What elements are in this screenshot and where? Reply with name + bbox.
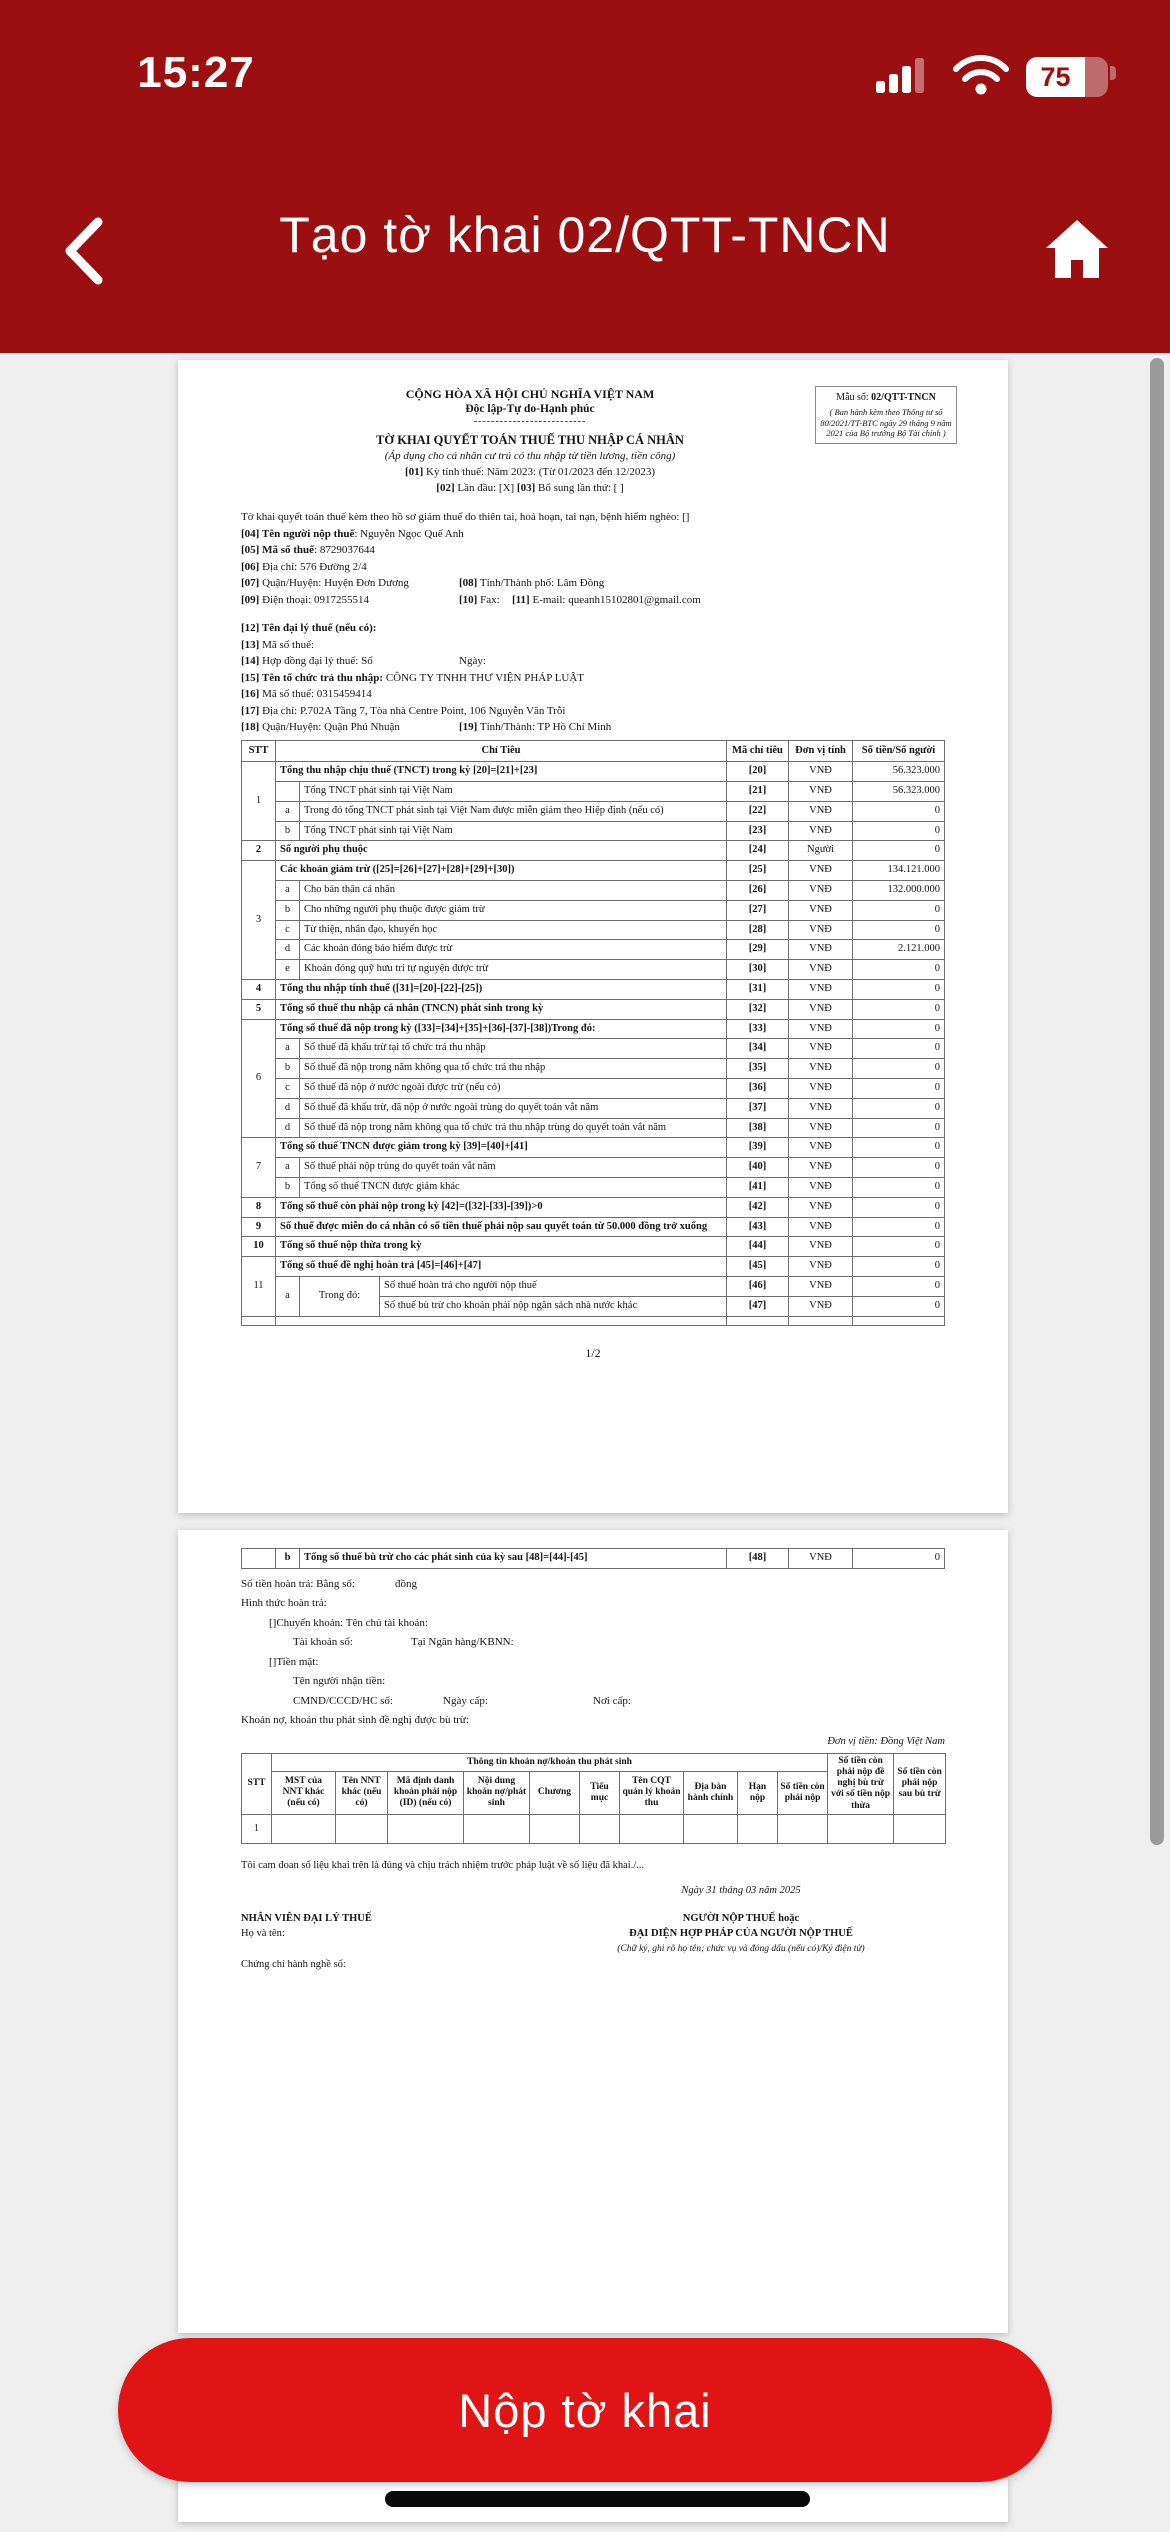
cell: VNĐ <box>789 960 853 980</box>
cell: 0 <box>853 1118 945 1138</box>
document-subtitle: (Áp dụng cho cá nhân cư trú có thu nhập từ tiền lương, tiền công) <box>384 450 676 462</box>
cell: [30] <box>727 960 789 980</box>
agent-cert-label: Chứng chỉ hành nghề số: <box>241 1958 346 1970</box>
scrollbar[interactable] <box>1150 358 1164 1845</box>
cell: 0 <box>853 1237 945 1257</box>
cell: 0 <box>853 999 945 1019</box>
header-cell: Địa bàn hành chính <box>684 1771 738 1814</box>
nav-bar <box>0 196 1170 306</box>
cell: d <box>276 1098 300 1118</box>
cell: [27] <box>727 900 789 920</box>
bank-transfer-line: []Chuyển khoản: Tên chủ tài khoản: <box>269 1616 428 1629</box>
divider-dashes: -------------------------- <box>473 416 587 427</box>
cell: Tổng số thuế đề nghị hoàn trả [45]=[46]+[47] <box>276 1257 727 1277</box>
header-group-cell: Thông tin khoản nợ/khoản thu phát sinh <box>272 1753 828 1771</box>
field-09-10-11: [09] Điện thoại: 0917255514 [10] Fax: [11] E-mail: queanh15102801@gmail.com <box>241 593 701 606</box>
field-02-03: [02] Lần đầu: [X] [03] Bổ sung lần thứ: [ ] <box>436 482 624 494</box>
table-row <box>242 1138 945 1158</box>
wifi-icon <box>952 54 1010 101</box>
header-cell: Mã định danh khoản phải nộp (ID) (nếu có) <box>388 1771 464 1814</box>
cell: Số thuế đã nộp trong năm không qua tổ chức trả thu nhập trùng do quyết toán vắt năm <box>300 1118 727 1138</box>
cell: VNĐ <box>789 762 853 782</box>
field-15: [15] Tên tổ chức trả thu nhập: CÔNG TY TNHH THƯ VIỆN PHÁP LUẬT <box>241 671 585 684</box>
debt-info-table <box>241 1753 946 1844</box>
cell: Tổng thu nhập tính thuế ([31]=[20]-[22]-[25]) <box>276 980 727 1000</box>
cell: Tổng số thuế thu nhập cá nhân (TNCN) phát sinh trong kỳ <box>276 999 727 1019</box>
cell: VNĐ <box>789 980 853 1000</box>
cell: VNĐ <box>789 1059 853 1079</box>
page-title: Tạo tờ khai 02/QTT-TNCN <box>279 207 891 263</box>
cell: [22] <box>727 801 789 821</box>
cell <box>336 1814 388 1843</box>
cell: 6 <box>242 1019 276 1138</box>
form-number-code: 02/QTT-TNCN <box>871 392 936 403</box>
battery-icon <box>1026 57 1108 97</box>
cell: [29] <box>727 940 789 960</box>
table-row <box>242 1814 946 1843</box>
cell: 0 <box>853 1098 945 1118</box>
cellular-signal-icon <box>876 55 936 100</box>
cell: a <box>276 801 300 821</box>
cell: [28] <box>727 920 789 940</box>
cell: [36] <box>727 1079 789 1099</box>
cell: Số thuế đã nộp trong năm không qua tổ chức trả thu nhập <box>300 1059 727 1079</box>
cell: VNĐ <box>789 1079 853 1099</box>
field-16: [16] Mã số thuế: 0315459414 <box>241 688 372 700</box>
cell: Các khoản đóng bảo hiểm được trừ <box>300 940 727 960</box>
header-cell: Đơn vị tính <box>789 740 853 762</box>
cell: 56.323.000 <box>853 762 945 782</box>
cell: VNĐ <box>789 1039 853 1059</box>
cell: [32] <box>727 999 789 1019</box>
cell: 0 <box>853 1257 945 1277</box>
national-motto-1: CỘNG HÒA XÃ HỘI CHỦ NGHĨA VIỆT NAM <box>405 387 655 401</box>
header-cell: Tên NNT khác (nếu có) <box>336 1771 388 1814</box>
agent-title: NHÂN VIÊN ĐẠI LÝ THUẾ <box>241 1912 372 1924</box>
cell: b <box>276 1549 300 1569</box>
cell: 4 <box>242 980 276 1000</box>
cell <box>684 1814 738 1843</box>
field-06: [06] Địa chỉ: 576 Đường 2/4 <box>241 560 367 573</box>
cell: VNĐ <box>789 782 853 802</box>
header-cell: Mã chỉ tiêu <box>727 740 789 762</box>
table-row <box>242 1059 945 1079</box>
cell <box>388 1814 464 1843</box>
cell: VNĐ <box>789 1549 853 1569</box>
cell: [48] <box>727 1549 789 1569</box>
cell: 9 <box>242 1217 276 1237</box>
table-row <box>242 1237 945 1257</box>
submit-button-label: Nộp tờ khai <box>458 2383 712 2437</box>
cell: Từ thiện, nhân đạo, khuyến học <box>300 920 727 940</box>
page-number: 1/2 <box>585 1345 601 1360</box>
cell: [39] <box>727 1138 789 1158</box>
field-05: [05] Mã số thuế: 8729037644 <box>241 544 375 556</box>
table-header-row <box>242 1753 946 1771</box>
header-cell: Chương <box>530 1771 580 1814</box>
declaration-table <box>241 740 945 1326</box>
table-row <box>242 960 945 980</box>
form-number-label: Mẫu số: <box>836 392 872 403</box>
national-header <box>241 386 819 496</box>
cell: 8 <box>242 1197 276 1217</box>
cell: VNĐ <box>789 1197 853 1217</box>
cell: VNĐ <box>789 1019 853 1039</box>
cell: c <box>276 1079 300 1099</box>
cell: [26] <box>727 881 789 901</box>
cell: b <box>276 821 300 841</box>
cell: d <box>276 940 300 960</box>
table-row <box>242 980 945 1000</box>
cell: Số thuế được miễn do cá nhân có số tiền thuế phải nộp sau quyết toán từ 50.000 đồng trở xuống <box>276 1217 727 1237</box>
signature-date: Ngày 31 tháng 03 năm 2025 <box>681 1884 801 1896</box>
cell: Tổng số thuế TNCN được giảm khác <box>300 1178 727 1198</box>
status-time: 15:27 <box>137 48 255 97</box>
cell: [47] <box>727 1296 789 1316</box>
table-header-row <box>242 740 945 762</box>
cell: 0 <box>853 1079 945 1099</box>
home-indicator[interactable] <box>385 2491 810 2507</box>
cell: c <box>276 920 300 940</box>
field-12: [12] Tên đại lý thuế (nếu có): <box>241 622 377 634</box>
table-row <box>242 1257 945 1277</box>
agent-name-label: Họ và tên: <box>241 1927 285 1939</box>
table-row <box>242 1277 945 1297</box>
cell: [34] <box>727 1039 789 1059</box>
cell <box>738 1814 778 1843</box>
cell: Tổng TNCT phát sinh tại Việt Nam <box>300 782 727 802</box>
table-row <box>242 861 945 881</box>
cell: a <box>276 1158 300 1178</box>
cell: Tổng số thuế còn phải nộp trong kỳ [42]=([32]-[33]-[39])>0 <box>276 1197 727 1217</box>
cell: Số người phụ thuộc <box>276 841 727 861</box>
cell: [43] <box>727 1217 789 1237</box>
status-icons <box>876 52 1108 102</box>
declaration-table-continued <box>241 1548 945 1569</box>
cell: 10 <box>242 1237 276 1257</box>
cell: 2.121.000 <box>853 940 945 960</box>
cell: a <box>276 1277 300 1317</box>
table-row <box>242 881 945 901</box>
cell <box>272 1814 336 1843</box>
battery-nub-icon <box>1110 66 1116 80</box>
cell: VNĐ <box>789 940 853 960</box>
header-cell: Nội dung khoản nợ/phát sinh <box>464 1771 530 1814</box>
cell: 0 <box>853 1277 945 1297</box>
header-cell: Chỉ Tiêu <box>276 740 727 762</box>
cell: a <box>276 1039 300 1059</box>
cell <box>464 1814 530 1843</box>
cell <box>853 1316 945 1325</box>
header-cell: MST của NNT khác (nếu có) <box>272 1771 336 1814</box>
cell: 0 <box>853 900 945 920</box>
header-cell: Số tiền còn phải nộp <box>778 1771 828 1814</box>
cell: Số thuế đã nộp ở nước ngoài được trừ (nếu có) <box>300 1079 727 1099</box>
cell: Các khoản giảm trừ ([25]=[26]+[27]+[28]+[29]+[30]) <box>276 861 727 881</box>
cell: VNĐ <box>789 1098 853 1118</box>
cell: [44] <box>727 1237 789 1257</box>
cell: [37] <box>727 1098 789 1118</box>
signature-area <box>241 1885 945 2005</box>
field-13: [13] Mã số thuế: <box>241 638 315 651</box>
field-14: [14] Hợp đồng đại lý thuế: Số Ngày: <box>241 655 486 667</box>
cell: Tổng số thuế TNCN được giảm trong kỳ [39]=[40]+[41] <box>276 1138 727 1158</box>
cell: 0 <box>853 1296 945 1316</box>
cell: [41] <box>727 1178 789 1198</box>
cell <box>276 1316 727 1325</box>
cell: [20] <box>727 762 789 782</box>
cell <box>778 1814 828 1843</box>
cell: VNĐ <box>789 1237 853 1257</box>
cell: VNĐ <box>789 1217 853 1237</box>
field-17: [17] Địa chỉ: P.702A Tầng 7, Tòa nhà Centre Point, 106 Nguyễn Văn Trỗi <box>241 704 566 717</box>
cell: 7 <box>242 1138 276 1197</box>
cell: 2 <box>242 841 276 861</box>
cell: VNĐ <box>789 801 853 821</box>
id-line: CMND/CCCD/HC số: Ngày cấp: Nơi cấp: <box>293 1694 631 1707</box>
cell: b <box>276 1178 300 1198</box>
form-number-box <box>815 386 957 444</box>
table-row <box>242 762 945 782</box>
home-button[interactable] <box>1042 212 1112 286</box>
table-row <box>242 1118 945 1138</box>
cell: Tổng TNCT phát sinh tại Việt Nam <box>300 821 727 841</box>
cell <box>620 1814 684 1843</box>
cell: Cho bản thân cá nhân <box>300 881 727 901</box>
table-row <box>242 1039 945 1059</box>
field-01: [01] Kỳ tính thuế: Năm 2023: (Từ 01/2023 đến 12/2023) <box>404 466 656 478</box>
cell: Số thuế phải nộp trùng do quyết toán vắt năm <box>300 1158 727 1178</box>
header-cell: Tên CQT quản lý khoản thu <box>620 1771 684 1814</box>
field-18-19: [18] Quận/Huyện: Quận Phú Nhuận [19] Tỉnh/Thành: TP Hồ Chí Minh <box>241 721 612 733</box>
cell: b <box>276 1059 300 1079</box>
cell: Trong đó: <box>300 1277 380 1317</box>
table-row <box>242 801 945 821</box>
table-row <box>242 1178 945 1198</box>
cell: [24] <box>727 841 789 861</box>
back-button[interactable] <box>52 214 122 288</box>
cash-line: []Tiền mặt: <box>269 1655 319 1668</box>
cell: 1 <box>242 1814 272 1843</box>
header-cell: Số tiền còn phải nộp đề nghị bù trừ với số tiền nộp thừa <box>828 1753 894 1814</box>
header-cell: Số tiền/Số người <box>853 740 945 762</box>
table-row <box>242 1079 945 1099</box>
cell: [33] <box>727 1019 789 1039</box>
cell <box>242 1549 276 1569</box>
header-cell: STT <box>242 740 276 762</box>
cell: Tổng số thuế đã nộp trong kỳ ([33]=[34]+[35]+[36]-[37]-[38])Trong đó: <box>276 1019 727 1039</box>
table-row <box>242 920 945 940</box>
cell: Số thuế đã khấu trừ, đã nộp ở nước ngoài trùng do quyết toán vắt năm <box>300 1098 727 1118</box>
taxpayer-sign-note: (Chữ ký, ghi rõ họ tên; chức vụ và đóng dấu (nếu có)/Ký điện tử) <box>617 1943 865 1954</box>
table-row <box>242 1549 945 1569</box>
cell: 1 <box>242 762 276 841</box>
cell: VNĐ <box>789 1296 853 1316</box>
document-page-1 <box>178 360 1008 1513</box>
chevron-left-icon <box>52 275 122 292</box>
cell: [38] <box>727 1118 789 1138</box>
signature-right <box>531 1911 951 1956</box>
table-row-cut <box>242 1316 945 1325</box>
submit-declaration-button[interactable] <box>118 2338 1052 2482</box>
cell: 0 <box>853 1197 945 1217</box>
cell: Tổng số thuế nộp thừa trong kỳ <box>276 1237 727 1257</box>
cell <box>276 782 300 802</box>
cell <box>242 1316 276 1325</box>
document-title: TỜ KHAI QUYẾT TOÁN THUẾ THU NHẬP CÁ NHÂN <box>376 433 684 447</box>
cell: e <box>276 960 300 980</box>
currency-note: Đơn vị tiền: Đồng Việt Nam <box>827 1735 945 1747</box>
document-page-2 <box>178 1530 1008 2333</box>
refund-form-line: Hình thức hoàn trả: <box>241 1597 327 1610</box>
cell: Số thuế bù trừ cho khoản phải nộp ngân sách nhà nước khác <box>380 1296 727 1316</box>
cell: VNĐ <box>789 881 853 901</box>
cell: 0 <box>853 980 945 1000</box>
offset-line: Khoản nợ, khoản thu phát sinh đề nghị được bù trừ: <box>241 1714 469 1727</box>
table-row <box>242 821 945 841</box>
cell: 56.323.000 <box>853 782 945 802</box>
cell: [42] <box>727 1197 789 1217</box>
cell: [46] <box>727 1277 789 1297</box>
refund-amount-line: Số tiền hoàn trả: Bằng số: đồng <box>241 1577 417 1590</box>
header-cell: Số tiền còn phải nộp sau bù trừ <box>894 1753 946 1814</box>
cell: 0 <box>853 821 945 841</box>
cell: VNĐ <box>789 900 853 920</box>
cell: [31] <box>727 980 789 1000</box>
cell: VNĐ <box>789 920 853 940</box>
cell: 0 <box>853 801 945 821</box>
cell: VNĐ <box>789 1118 853 1138</box>
home-icon <box>1042 273 1112 290</box>
cell <box>894 1814 946 1843</box>
header-cell: STT <box>242 1753 272 1814</box>
taxpayer-title-1: NGƯỜI NỘP THUẾ hoặc <box>682 1912 800 1924</box>
cell: 0 <box>853 841 945 861</box>
cell: 0 <box>853 1059 945 1079</box>
cell: 134.121.000 <box>853 861 945 881</box>
cell: Số thuế hoàn trả cho người nộp thuế <box>380 1277 727 1297</box>
cell: 0 <box>853 1158 945 1178</box>
cell <box>530 1814 580 1843</box>
app-header <box>0 0 1170 353</box>
intro-line: Tờ khai quyết toán thuế kèm theo hồ sơ giảm thuế do thiên tai, hoả hoạn, tai nạn, bệnh hiểm nghèo: [] <box>241 511 690 523</box>
table-row <box>242 1158 945 1178</box>
cell: 11 <box>242 1257 276 1316</box>
taxpayer-title-2: ĐẠI DIỆN HỢP PHÁP CỦA NGƯỜI NỘP THUẾ <box>629 1927 853 1939</box>
cell: 3 <box>242 861 276 980</box>
cell: Người <box>789 841 853 861</box>
cell: VNĐ <box>789 1138 853 1158</box>
cell: VNĐ <box>789 1178 853 1198</box>
cell: Số thuế đã khấu trừ tại tổ chức trả thu nhập <box>300 1039 727 1059</box>
field-04: [04] Tên người nộp thuế: Nguyễn Ngọc Quế Anh <box>241 527 464 540</box>
cell: 0 <box>853 920 945 940</box>
cell: [21] <box>727 782 789 802</box>
table-row <box>242 1197 945 1217</box>
table-row <box>242 1098 945 1118</box>
table-row <box>242 782 945 802</box>
cell: VNĐ <box>789 1158 853 1178</box>
cell: Cho những người phụ thuộc được giảm trừ <box>300 900 727 920</box>
table-row <box>242 900 945 920</box>
cell: VNĐ <box>789 1257 853 1277</box>
cell: 0 <box>853 1217 945 1237</box>
cell <box>580 1814 620 1843</box>
cell: d <box>276 1118 300 1138</box>
table-row <box>242 940 945 960</box>
cell: 0 <box>853 960 945 980</box>
cell <box>789 1316 853 1325</box>
cell: VNĐ <box>789 1277 853 1297</box>
cell: Tổng thu nhập chịu thuế (TNCT) trong kỳ [20]=[21]+[23] <box>276 762 727 782</box>
header-cell: Tiểu mục <box>580 1771 620 1814</box>
cell: 0 <box>853 1019 945 1039</box>
cell: [35] <box>727 1059 789 1079</box>
table-row <box>242 841 945 861</box>
cell: 0 <box>853 1138 945 1158</box>
cell: 0 <box>853 1549 945 1569</box>
cell <box>828 1814 894 1843</box>
cell: VNĐ <box>789 999 853 1019</box>
form-number-note: ( Ban hành kèm theo Thông tư số 80/2021/TT-BTC ngày 29 tháng 9 năm 2021 của Bộ trưởng Bộ Tài chính ) <box>820 407 952 438</box>
cell: Tổng số thuế bù trừ cho các phát sinh của kỳ sau [48]=[44]-[45] <box>300 1549 727 1569</box>
cell: 132.000.000 <box>853 881 945 901</box>
cell: Khoản đóng quỹ hưu trí tự nguyện được trừ <box>300 960 727 980</box>
commitment-line: Tôi cam đoan số liệu khai trên là đúng và chịu trách nhiệm trước pháp luật về số liệu đã khai./... <box>241 1859 645 1871</box>
cell: [45] <box>727 1257 789 1277</box>
table-row <box>242 999 945 1019</box>
cell: 0 <box>853 1178 945 1198</box>
cell <box>727 1316 789 1325</box>
cell: [23] <box>727 821 789 841</box>
account-line: Tài khoản số: Tại Ngân hàng/KBNN: <box>293 1636 514 1649</box>
cell: 5 <box>242 999 276 1019</box>
cell: VNĐ <box>789 821 853 841</box>
cell: [40] <box>727 1158 789 1178</box>
field-07-08: [07] Quận/Huyện: Huyện Đơn Dương [08] Tỉnh/Thành phố: Lâm Đồng <box>241 577 605 589</box>
receiver-line: Tên người nhận tiền: <box>293 1675 386 1688</box>
cell: b <box>276 900 300 920</box>
cell: [25] <box>727 861 789 881</box>
cell: 0 <box>853 1039 945 1059</box>
header-cell: Hạn nộp <box>738 1771 778 1814</box>
cell: VNĐ <box>789 861 853 881</box>
signature-left <box>241 1911 372 1972</box>
national-motto-2: Độc lập-Tự do-Hạnh phúc <box>465 403 595 415</box>
cell: Trong đó tổng TNCT phát sinh tại Việt Nam được miễn giảm theo Hiệp định (nếu có) <box>300 801 727 821</box>
table-row <box>242 1019 945 1039</box>
table-row <box>242 1217 945 1237</box>
cell: a <box>276 881 300 901</box>
battery-percent: 75 <box>1026 57 1085 97</box>
